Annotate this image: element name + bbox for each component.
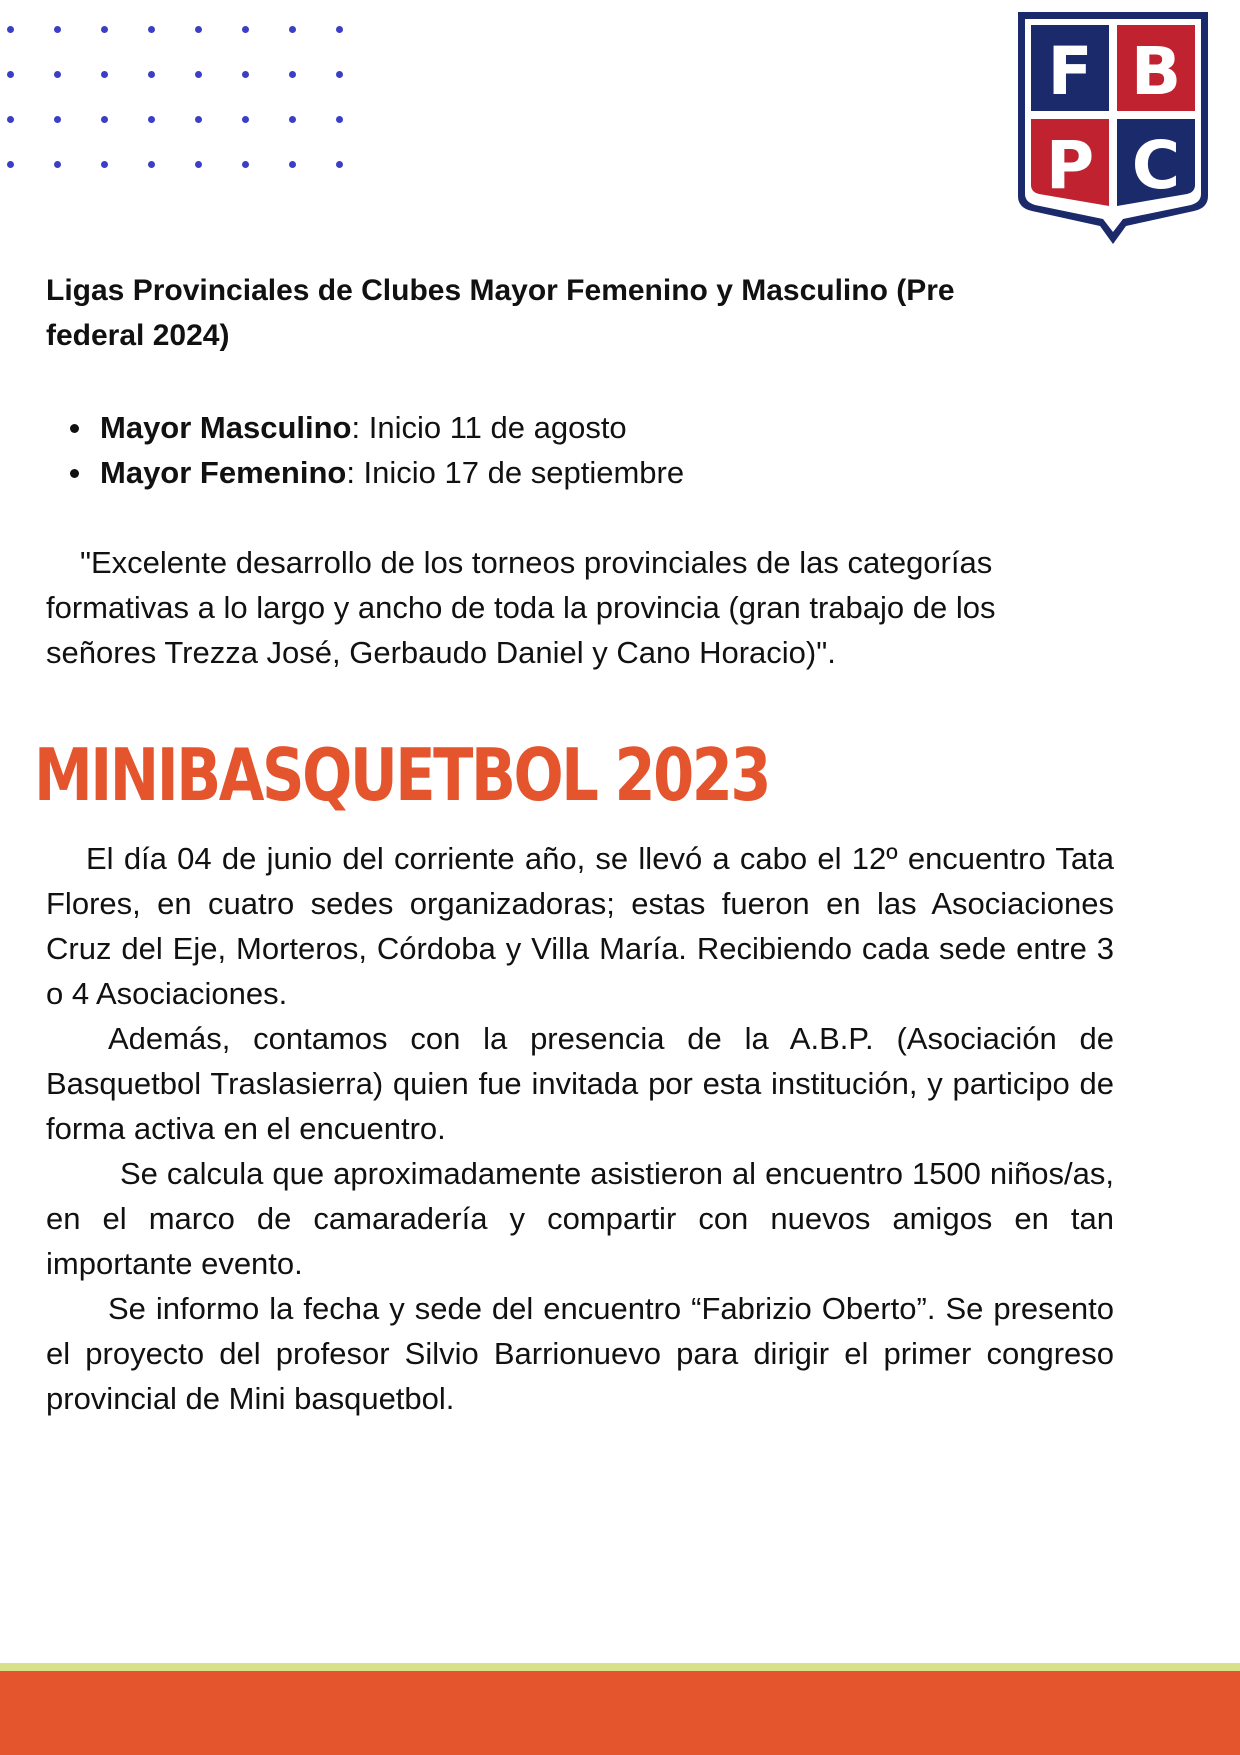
- body-paragraph: Además, contamos con la presencia de la A.B.P. (Asociación de Basquetbol Traslasierra) quien fue invitada por esta institución, y participo de forma activa en el encuentro.: [46, 1021, 1114, 1146]
- decorative-dot: [54, 116, 61, 123]
- decorative-dot: [336, 161, 343, 168]
- leagues-quote: "Excelente desarrollo de los torneos provinciales de las categorías formativas a lo largo y ancho de toda la provincia (gran trabajo de los señores Trezza José, Gerbaudo Daniel y Cano Horacio)".: [46, 545, 996, 670]
- logo-letter-p: P: [1045, 127, 1095, 204]
- logo-letter-b: B: [1130, 33, 1182, 110]
- decorative-dot: [242, 116, 249, 123]
- decorative-dot: [101, 161, 108, 168]
- decorative-dot: [195, 71, 202, 78]
- decorative-dot: [289, 71, 296, 78]
- decorative-dot: [148, 26, 155, 33]
- decorative-dot: [195, 26, 202, 33]
- fbpc-logo: [1014, 8, 1212, 244]
- body-paragraph: Se calcula que aproximadamente asistieron al encuentro 1500 niños/as, en el marco de camaradería y compartir con nuevos amigos en tan importante evento.: [46, 1156, 1114, 1281]
- list-item: [70, 405, 684, 450]
- decorative-dot: [54, 161, 61, 168]
- list-item: [70, 450, 684, 495]
- decorative-dot: [148, 116, 155, 123]
- list-item-label: Mayor Femenino: [100, 455, 347, 490]
- decorative-dot: [148, 71, 155, 78]
- decorative-dot: [336, 71, 343, 78]
- list-item-text: : Inicio 11 de agosto: [351, 410, 627, 445]
- logo-letter-f: F: [1047, 33, 1093, 110]
- decorative-dot: [7, 71, 14, 78]
- decorative-dot: [54, 26, 61, 33]
- minibasquetbol-heading: MINIBASQUETBOL 2023: [34, 733, 770, 817]
- footer-band: [0, 1671, 1240, 1755]
- decorative-dot: [336, 116, 343, 123]
- dot-pattern-decoration: [7, 26, 347, 166]
- leagues-title: Ligas Provinciales de Clubes Mayor Femenino y Masculino (Pre federal 2024): [46, 274, 955, 352]
- decorative-dot: [289, 116, 296, 123]
- body-paragraph: Se informo la fecha y sede del encuentro “Fabrizio Oberto”. Se presento el proyecto del profesor Silvio Barrionuevo para dirigir el primer congreso provincial de Mini basquetbol.: [46, 1291, 1114, 1416]
- decorative-dot: [336, 26, 343, 33]
- decorative-dot: [7, 26, 14, 33]
- list-item-text: : Inicio 17 de septiembre: [346, 455, 685, 490]
- decorative-dot: [242, 26, 249, 33]
- footer-band-line: [0, 1663, 1240, 1671]
- decorative-dot: [242, 71, 249, 78]
- decorative-dot: [195, 161, 202, 168]
- logo-letter-c: C: [1131, 127, 1181, 204]
- minibasquetbol-body: [46, 836, 1114, 1421]
- decorative-dot: [54, 71, 61, 78]
- body-paragraph: El día 04 de junio del corriente año, se llevó a cabo el 12º encuentro Tata Flores, en cuatro sedes organizadoras; estas fueron en las Asociaciones Cruz del Eje, Morteros, Córdoba y Villa María. Recibiendo cada sede entre 3 o 4 Asociaciones.: [46, 841, 1114, 1011]
- leagues-start-list: [70, 405, 684, 495]
- decorative-dot: [7, 161, 14, 168]
- decorative-dot: [242, 161, 249, 168]
- decorative-dot: [289, 26, 296, 33]
- decorative-dot: [148, 161, 155, 168]
- list-item-label: Mayor Masculino: [100, 410, 352, 445]
- decorative-dot: [7, 116, 14, 123]
- decorative-dot: [101, 71, 108, 78]
- decorative-dot: [195, 116, 202, 123]
- decorative-dot: [289, 161, 296, 168]
- decorative-dot: [101, 26, 108, 33]
- decorative-dot: [101, 116, 108, 123]
